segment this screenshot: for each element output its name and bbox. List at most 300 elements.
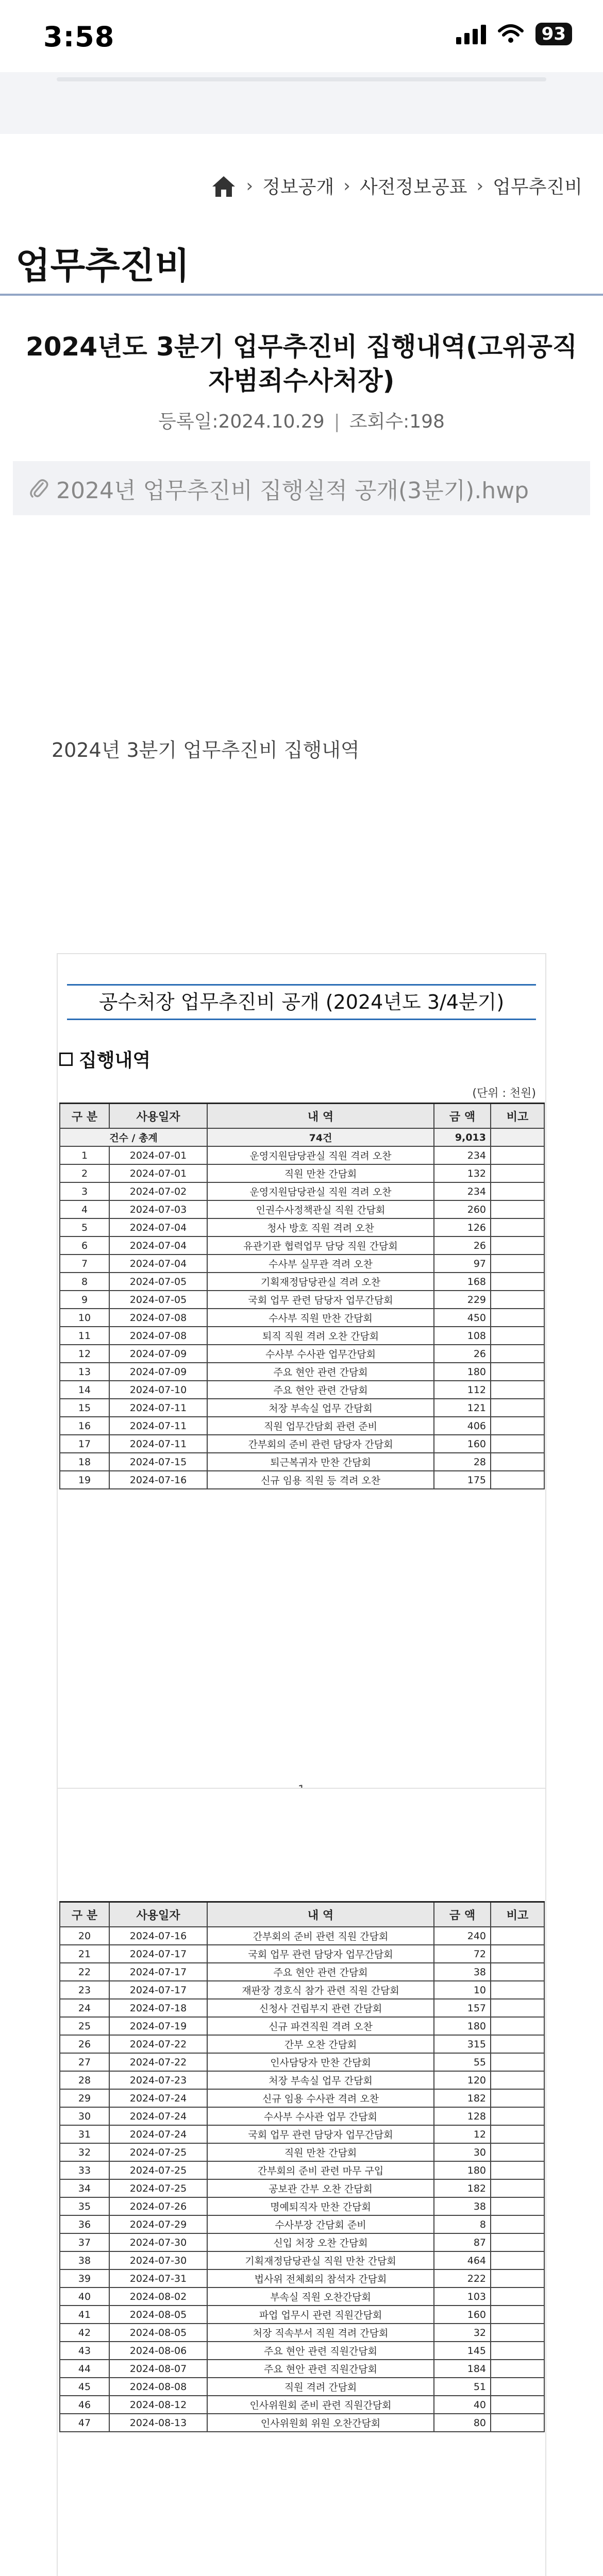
table-row [60, 2287, 544, 2306]
row-date: 2024-08-06 [109, 2342, 207, 2360]
table-row [60, 1381, 544, 1399]
cellular-signal-icon [456, 24, 486, 44]
table-row [60, 1927, 544, 1945]
row-amount: 87 [434, 2233, 491, 2251]
row-amount: 406 [434, 1417, 491, 1435]
row-date: 2024-07-01 [109, 1146, 207, 1164]
row-amount: 26 [434, 1236, 491, 1255]
row-amount: 240 [434, 1927, 491, 1945]
row-description: 재판장 경호식 참가 관련 직원 간담회 [207, 1981, 434, 1999]
checkbox-square-icon [59, 1053, 73, 1066]
row-number: 45 [60, 2378, 109, 2396]
row-remark [491, 2035, 544, 2053]
attachment-link[interactable] [13, 461, 590, 515]
row-description: 신입 처장 오찬 간담회 [207, 2233, 434, 2251]
row-number: 4 [60, 1200, 109, 1218]
row-remark [491, 1453, 544, 1471]
row-amount: 229 [434, 1291, 491, 1309]
home-icon[interactable] [210, 174, 237, 198]
row-remark [491, 1963, 544, 1981]
row-amount: 464 [434, 2251, 491, 2269]
breadcrumb-item[interactable]: 사전정보공표 [359, 177, 467, 198]
row-remark [491, 1999, 544, 2017]
row-remark [491, 2197, 544, 2215]
status-time: 3:58 [43, 21, 115, 53]
row-number: 12 [60, 1345, 109, 1363]
row-date: 2024-07-09 [109, 1363, 207, 1381]
row-remark [491, 1363, 544, 1381]
table-row [60, 1146, 544, 1164]
row-date: 2024-07-25 [109, 2179, 207, 2197]
row-remark [491, 1471, 544, 1489]
row-amount: 12 [434, 2125, 491, 2143]
table-row [60, 2342, 544, 2360]
row-description: 신청사 건립부지 관련 간담회 [207, 1999, 434, 2017]
table-row [60, 2017, 544, 2035]
post-views: 조회수:198 [349, 411, 445, 432]
row-amount: 132 [434, 1164, 491, 1182]
row-description: 신규 임용 직원 등 격려 오찬 [207, 1471, 434, 1489]
header-cell: 구 분 [60, 1902, 109, 1927]
table-header-row [60, 1104, 544, 1129]
table-row [60, 2324, 544, 2342]
row-description: 주요 현안 관련 직원간담회 [207, 2342, 434, 2360]
row-remark [491, 2125, 544, 2143]
row-description: 간부회의 준비 관련 마무 구입 [207, 2161, 434, 2179]
row-description: 주요 현안 관련 간담회 [207, 1363, 434, 1381]
row-date: 2024-07-08 [109, 1309, 207, 1327]
row-amount: 80 [434, 2414, 491, 2432]
row-remark [491, 2161, 544, 2179]
row-amount: 32 [434, 2324, 491, 2342]
row-remark [491, 1345, 544, 1363]
row-number: 36 [60, 2215, 109, 2233]
post-date: 등록일:2024.10.29 [158, 411, 325, 432]
table-row [60, 2360, 544, 2378]
table-row [60, 1218, 544, 1236]
row-description: 기획재정담당관실 직원 만찬 간담회 [207, 2251, 434, 2269]
total-row [60, 1128, 544, 1146]
row-number: 47 [60, 2414, 109, 2432]
table-row [60, 1200, 544, 1218]
divider [0, 294, 603, 296]
row-number: 34 [60, 2179, 109, 2197]
row-amount: 97 [434, 1255, 491, 1273]
row-description: 직원 만찬 간담회 [207, 1164, 434, 1182]
row-remark [491, 1182, 544, 1200]
row-date: 2024-07-08 [109, 1327, 207, 1345]
row-remark [491, 2306, 544, 2324]
row-number: 15 [60, 1399, 109, 1417]
row-number: 22 [60, 1963, 109, 1981]
row-date: 2024-08-05 [109, 2324, 207, 2342]
row-number: 46 [60, 2396, 109, 2414]
row-description: 청사 방호 직원 격려 오찬 [207, 1218, 434, 1236]
row-date: 2024-07-17 [109, 1945, 207, 1963]
total-label: 건수 / 총계 [60, 1128, 207, 1146]
row-description: 수사부 직원 만찬 간담회 [207, 1309, 434, 1327]
row-description: 인권수사정책관실 직원 간담회 [207, 1200, 434, 1218]
row-description: 파업 업무시 관련 직원간담회 [207, 2306, 434, 2324]
row-amount: 180 [434, 1363, 491, 1381]
row-number: 32 [60, 2143, 109, 2161]
row-number: 28 [60, 2071, 109, 2089]
row-amount: 168 [434, 1273, 491, 1291]
row-description: 주요 현안 관련 간담회 [207, 1963, 434, 1981]
row-amount: 160 [434, 2306, 491, 2324]
row-number: 38 [60, 2251, 109, 2269]
row-remark [491, 1200, 544, 1218]
row-date: 2024-07-16 [109, 1471, 207, 1489]
post-meta: 등록일:2024.10.29 | 조회수:198 [158, 411, 445, 432]
row-amount: 51 [434, 2378, 491, 2396]
row-amount: 128 [434, 2107, 491, 2125]
total-count: 74건 [207, 1128, 434, 1146]
row-number: 19 [60, 1471, 109, 1489]
row-number: 27 [60, 2053, 109, 2071]
row-date: 2024-07-03 [109, 1200, 207, 1218]
row-description: 간부 오찬 간담회 [207, 2035, 434, 2053]
row-remark [491, 2342, 544, 2360]
row-description: 처장 부속실 업무 간담회 [207, 2071, 434, 2089]
expense-table [59, 1901, 545, 2432]
table-row [60, 1399, 544, 1417]
row-amount: 175 [434, 1471, 491, 1489]
row-date: 2024-07-30 [109, 2233, 207, 2251]
header-cell: 사용일자 [109, 1902, 207, 1927]
breadcrumb-item[interactable]: 업무추진비 [493, 177, 582, 198]
row-number: 11 [60, 1327, 109, 1345]
table-row [60, 1345, 544, 1363]
row-description: 기획재정담당관실 격려 오찬 [207, 1273, 434, 1291]
row-description: 퇴근복귀자 만찬 간담회 [207, 1453, 434, 1471]
row-date: 2024-07-04 [109, 1255, 207, 1273]
row-number: 43 [60, 2342, 109, 2360]
table-row [60, 2125, 544, 2143]
table-row [60, 1236, 544, 1255]
row-amount: 450 [434, 1309, 491, 1327]
row-date: 2024-07-02 [109, 1182, 207, 1200]
row-amount: 222 [434, 2269, 491, 2287]
breadcrumb-item[interactable]: 정보공개 [262, 177, 334, 198]
row-date: 2024-07-22 [109, 2035, 207, 2053]
table-row [60, 1471, 544, 1489]
row-description: 인사위원회 준비 관련 직원간담회 [207, 2396, 434, 2414]
row-number: 21 [60, 1945, 109, 1963]
row-description: 명예퇴직자 만찬 간담회 [207, 2197, 434, 2215]
row-amount: 234 [434, 1182, 491, 1200]
row-date: 2024-07-01 [109, 1164, 207, 1182]
table-row [60, 2306, 544, 2324]
row-description: 간부회의 준비 관련 직원 간담회 [207, 1927, 434, 1945]
chevron-right-icon: › [246, 175, 254, 196]
row-date: 2024-08-05 [109, 2306, 207, 2324]
row-number: 2 [60, 1164, 109, 1182]
section-heading [59, 1046, 150, 1072]
row-number: 39 [60, 2269, 109, 2287]
row-number: 37 [60, 2233, 109, 2251]
table-row [60, 2179, 544, 2197]
row-remark [491, 1309, 544, 1327]
row-remark [491, 1236, 544, 1255]
table-row [60, 1164, 544, 1182]
row-number: 7 [60, 1255, 109, 1273]
row-remark [491, 1417, 544, 1435]
header-cell: 금 액 [434, 1104, 491, 1129]
row-remark [491, 2143, 544, 2161]
row-date: 2024-07-16 [109, 1927, 207, 1945]
row-remark [491, 1218, 544, 1236]
document-title: 공수처장 업무추진비 공개 (2024년도 3/4분기) [67, 984, 536, 1020]
row-amount: 10 [434, 1981, 491, 1999]
row-amount: 184 [434, 2360, 491, 2378]
row-amount: 38 [434, 1963, 491, 1981]
row-date: 2024-07-26 [109, 2197, 207, 2215]
remark-cell [491, 1128, 544, 1146]
row-date: 2024-07-25 [109, 2161, 207, 2179]
row-number: 16 [60, 1417, 109, 1435]
row-amount: 26 [434, 1345, 491, 1363]
row-description: 국회 업무 관련 담당자 업무간담회 [207, 1291, 434, 1309]
chevron-right-icon: › [343, 175, 350, 196]
row-description: 수사부장 간담회 준비 [207, 2215, 434, 2233]
table-row [60, 1273, 544, 1291]
row-amount: 234 [434, 1146, 491, 1164]
row-description: 부속실 직원 오찬간담회 [207, 2287, 434, 2306]
post-title: 2024년도 3분기 업무추진비 집행내역(고위공직자범죄수사처장) [25, 332, 578, 396]
table-row [60, 2143, 544, 2161]
row-remark [491, 1981, 544, 1999]
row-description: 처장 직속부서 직원 격려 간담회 [207, 2324, 434, 2342]
row-number: 17 [60, 1435, 109, 1453]
row-description: 수사부 수사관 업무 간담회 [207, 2107, 434, 2125]
row-number: 41 [60, 2306, 109, 2324]
row-description: 직원 만찬 간담회 [207, 2143, 434, 2161]
row-amount: 40 [434, 2396, 491, 2414]
row-date: 2024-07-29 [109, 2215, 207, 2233]
row-date: 2024-07-05 [109, 1273, 207, 1291]
header-cell: 내 역 [207, 1104, 434, 1129]
row-date: 2024-07-18 [109, 1999, 207, 2017]
table-row [60, 2378, 544, 2396]
row-description: 퇴직 직원 격려 오찬 간담회 [207, 1327, 434, 1345]
table-row [60, 1945, 544, 1963]
row-number: 23 [60, 1981, 109, 1999]
row-description: 국회 업무 관련 담당자 업무간담회 [207, 1945, 434, 1963]
row-date: 2024-07-25 [109, 2143, 207, 2161]
table-row [60, 1417, 544, 1435]
row-description: 수사부 수사관 업무간담회 [207, 1345, 434, 1363]
header-cell: 금 액 [434, 1902, 491, 1927]
status-icons [456, 23, 572, 45]
row-remark [491, 2107, 544, 2125]
table-row [60, 1963, 544, 1981]
row-remark [491, 2251, 544, 2269]
header-cell: 구 분 [60, 1104, 109, 1129]
table-row [60, 1309, 544, 1327]
table-header-row [60, 1902, 544, 1927]
row-remark [491, 2360, 544, 2378]
row-description: 인사위원회 위원 오찬간담회 [207, 2414, 434, 2432]
breadcrumb [210, 173, 582, 199]
section-label: 집행내역 [79, 1050, 151, 1071]
table-row [60, 1363, 544, 1381]
row-date: 2024-07-11 [109, 1417, 207, 1435]
row-description: 신규 임용 수사관 격려 오찬 [207, 2089, 434, 2107]
row-remark [491, 2071, 544, 2089]
row-remark [491, 2269, 544, 2287]
header-cell: 내 역 [207, 1902, 434, 1927]
status-bar [0, 0, 603, 72]
row-remark [491, 2378, 544, 2396]
table-row [60, 1453, 544, 1471]
row-number: 40 [60, 2287, 109, 2306]
table-row [60, 2215, 544, 2233]
row-number: 1 [60, 1146, 109, 1164]
row-number: 35 [60, 2197, 109, 2215]
table-row [60, 1255, 544, 1273]
row-description: 인사담당자 만찬 간담회 [207, 2053, 434, 2071]
row-remark [491, 2017, 544, 2035]
row-remark [491, 1273, 544, 1291]
row-date: 2024-07-23 [109, 2071, 207, 2089]
row-description: 공보관 간부 오찬 간담회 [207, 2179, 434, 2197]
row-remark [491, 1927, 544, 1945]
row-number: 26 [60, 2035, 109, 2053]
row-amount: 180 [434, 2161, 491, 2179]
row-description: 운영지원담당관실 직원 격려 오찬 [207, 1146, 434, 1164]
row-description: 직원 업무간담회 관련 준비 [207, 1417, 434, 1435]
total-amount: 9,013 [434, 1128, 491, 1146]
row-number: 30 [60, 2107, 109, 2125]
row-remark [491, 1255, 544, 1273]
row-date: 2024-08-02 [109, 2287, 207, 2306]
row-remark [491, 2324, 544, 2342]
battery-icon: 93 [535, 23, 572, 45]
row-remark [491, 2089, 544, 2107]
row-date: 2024-07-22 [109, 2053, 207, 2071]
row-amount: 145 [434, 2342, 491, 2360]
row-number: 25 [60, 2017, 109, 2035]
row-number: 9 [60, 1291, 109, 1309]
row-remark [491, 2287, 544, 2306]
table-row [60, 2251, 544, 2269]
row-amount: 260 [434, 1200, 491, 1218]
row-remark [491, 2414, 544, 2432]
row-date: 2024-07-05 [109, 1291, 207, 1309]
row-number: 33 [60, 2161, 109, 2179]
row-date: 2024-07-09 [109, 1345, 207, 1363]
row-description: 처장 부속실 업무 간담회 [207, 1399, 434, 1417]
row-amount: 72 [434, 1945, 491, 1963]
row-description: 법사위 전체회의 참석자 간담회 [207, 2269, 434, 2287]
row-description: 유관기관 협력업무 담당 직원 간담회 [207, 1236, 434, 1255]
row-amount: 30 [434, 2143, 491, 2161]
table-row [60, 1291, 544, 1309]
expense-table [59, 1103, 545, 1489]
row-number: 29 [60, 2089, 109, 2107]
table-row [60, 1981, 544, 1999]
table-row [60, 2233, 544, 2251]
row-remark [491, 2233, 544, 2251]
row-amount: 182 [434, 2089, 491, 2107]
row-amount: 180 [434, 2017, 491, 2035]
table-row [60, 2414, 544, 2432]
row-date: 2024-07-30 [109, 2251, 207, 2269]
row-date: 2024-08-12 [109, 2396, 207, 2414]
table-row [60, 1435, 544, 1453]
row-number: 8 [60, 1273, 109, 1291]
row-date: 2024-07-24 [109, 2107, 207, 2125]
row-remark [491, 1327, 544, 1345]
header-cell: 비고 [491, 1902, 544, 1927]
row-number: 14 [60, 1381, 109, 1399]
chevron-right-icon: › [476, 175, 484, 196]
table-row [60, 2053, 544, 2071]
row-date: 2024-08-07 [109, 2360, 207, 2378]
top-banner [0, 72, 603, 134]
row-remark [491, 2396, 544, 2414]
row-remark [491, 1164, 544, 1182]
row-remark [491, 1945, 544, 1963]
row-remark [491, 2215, 544, 2233]
row-date: 2024-07-10 [109, 1381, 207, 1399]
row-date: 2024-07-15 [109, 1453, 207, 1471]
header-cell: 사용일자 [109, 1104, 207, 1129]
row-number: 3 [60, 1182, 109, 1200]
row-number: 13 [60, 1363, 109, 1381]
row-amount: 112 [434, 1381, 491, 1399]
table-row [60, 2161, 544, 2179]
row-date: 2024-07-11 [109, 1399, 207, 1417]
row-number: 31 [60, 2125, 109, 2143]
row-remark [491, 1291, 544, 1309]
row-remark [491, 1146, 544, 1164]
wifi-icon [497, 24, 524, 44]
row-number: 18 [60, 1453, 109, 1471]
row-date: 2024-07-31 [109, 2269, 207, 2287]
row-date: 2024-08-08 [109, 2378, 207, 2396]
row-amount: 121 [434, 1399, 491, 1417]
table-row [60, 1327, 544, 1345]
row-remark [491, 2053, 544, 2071]
row-amount: 160 [434, 1435, 491, 1453]
row-number: 6 [60, 1236, 109, 1255]
row-date: 2024-07-24 [109, 2089, 207, 2107]
row-date: 2024-07-04 [109, 1236, 207, 1255]
row-amount: 120 [434, 2071, 491, 2089]
row-description: 수사부 실무관 격려 오찬 [207, 1255, 434, 1273]
row-amount: 126 [434, 1218, 491, 1236]
row-amount: 315 [434, 2035, 491, 2053]
row-number: 42 [60, 2324, 109, 2342]
row-description: 국회 업무 관련 담당자 업무간담회 [207, 2125, 434, 2143]
attachment-filename[interactable]: 2024년 업무추진비 집행실적 공개(3분기).hwp [56, 477, 529, 504]
table-row [60, 2071, 544, 2089]
table-row [60, 2269, 544, 2287]
row-date: 2024-07-04 [109, 1218, 207, 1236]
row-amount: 38 [434, 2197, 491, 2215]
row-remark [491, 1399, 544, 1417]
table-row [60, 2197, 544, 2215]
row-description: 운영지원담당관실 직원 격려 오찬 [207, 1182, 434, 1200]
row-description: 간부회의 준비 관련 담당자 간담회 [207, 1435, 434, 1453]
row-date: 2024-07-17 [109, 1963, 207, 1981]
row-amount: 55 [434, 2053, 491, 2071]
row-number: 20 [60, 1927, 109, 1945]
table-row [60, 2035, 544, 2053]
row-amount: 182 [434, 2179, 491, 2197]
